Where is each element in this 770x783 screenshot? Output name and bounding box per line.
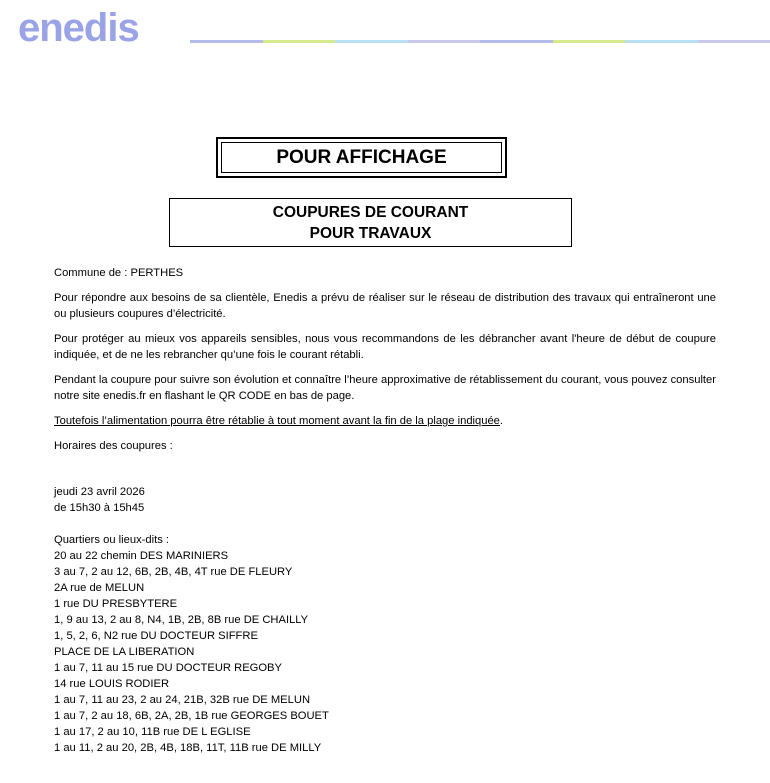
notice-title	[169, 198, 572, 247]
enedis-logo	[18, 8, 186, 46]
notice-line: Toutefois l’alimentation pourra être rétablie à tout moment avant la fin de la plage indiquée.	[54, 415, 504, 427]
logo-text: enedis	[18, 8, 139, 46]
place-item: PLACE DE LA LIBERATION	[54, 646, 195, 658]
place-item: 1 rue DU PRESBYTERE	[54, 598, 178, 610]
place-item: 1 au 17, 2 au 10, 11B rue DE L EGLISE	[54, 726, 251, 738]
notice-body	[54, 265, 716, 463]
paragraph-3: Pendant la coupure pour suivre son évolution et connaître l’heure approximative de rétablissement du courant, vous pouvez consulter notre site enedis.fr en flashant le QR CODE en bas de page.	[54, 374, 716, 402]
paragraph-1: Pour répondre aux besoins de sa clientèle, Enedis a prévu de réaliser sur le réseau de distribution des travaux qui entraîneront une ou plusieurs coupures d’électricité.	[54, 292, 716, 320]
notice-underlined: Toutefois l’alimentation pourra être rétablie à tout moment avant la fin de la plage indiquée	[54, 415, 500, 427]
outage-time: de 15h30 à 15h45	[54, 502, 145, 514]
place-item: 1 au 7, 11 au 23, 2 au 24, 21B, 32B rue DE MELUN	[54, 694, 311, 706]
title-line-1: COUPURES DE COURANT	[272, 204, 469, 221]
place-item: 14 rue LOUIS RODIER	[54, 678, 170, 690]
poster-label-box	[216, 137, 507, 178]
commune: Commune de : PERTHES	[54, 267, 184, 279]
schedule-label: Horaires des coupures :	[54, 440, 173, 452]
header-divider	[190, 40, 770, 43]
title-line-2: POUR TRAVAUX	[309, 225, 432, 242]
place-item: 3 au 7, 2 au 12, 6B, 2B, 4B, 4T rue DE FLEURY	[54, 566, 293, 578]
place-item: 1 au 7, 2 au 18, 6B, 2A, 2B, 1B rue GEORGES BOUET	[54, 710, 329, 722]
place-item: 2A rue de MELUN	[54, 582, 145, 594]
place-item: 1 au 11, 2 au 20, 2B, 4B, 18B, 11T, 11B rue DE MILLY	[54, 742, 322, 754]
outage-date: jeudi 23 avril 2026	[54, 486, 145, 498]
places-label: Quartiers ou lieux-dits :	[54, 534, 170, 546]
place-item: 1 au 7, 11 au 15 rue DU DOCTEUR REGOBY	[54, 662, 282, 674]
poster-label: POUR AFFICHAGE	[221, 142, 502, 173]
paragraph-2: Pour protéger au mieux vos appareils sensibles, nous vous recommandons de les débrancher avant l'heure de début de coupure indiquée, et de ne les rebrancher qu’une fois le courant rétabli.	[54, 333, 716, 361]
place-item: 1, 9 au 13, 2 au 8, N4, 1B, 2B, 8B rue DE CHAILLY	[54, 614, 309, 626]
place-item: 1, 5, 2, 6, N2 rue DU DOCTEUR SIFFRE	[54, 630, 258, 642]
schedule-section	[54, 484, 716, 756]
place-item: 20 au 22 chemin DES MARINIERS	[54, 550, 229, 562]
